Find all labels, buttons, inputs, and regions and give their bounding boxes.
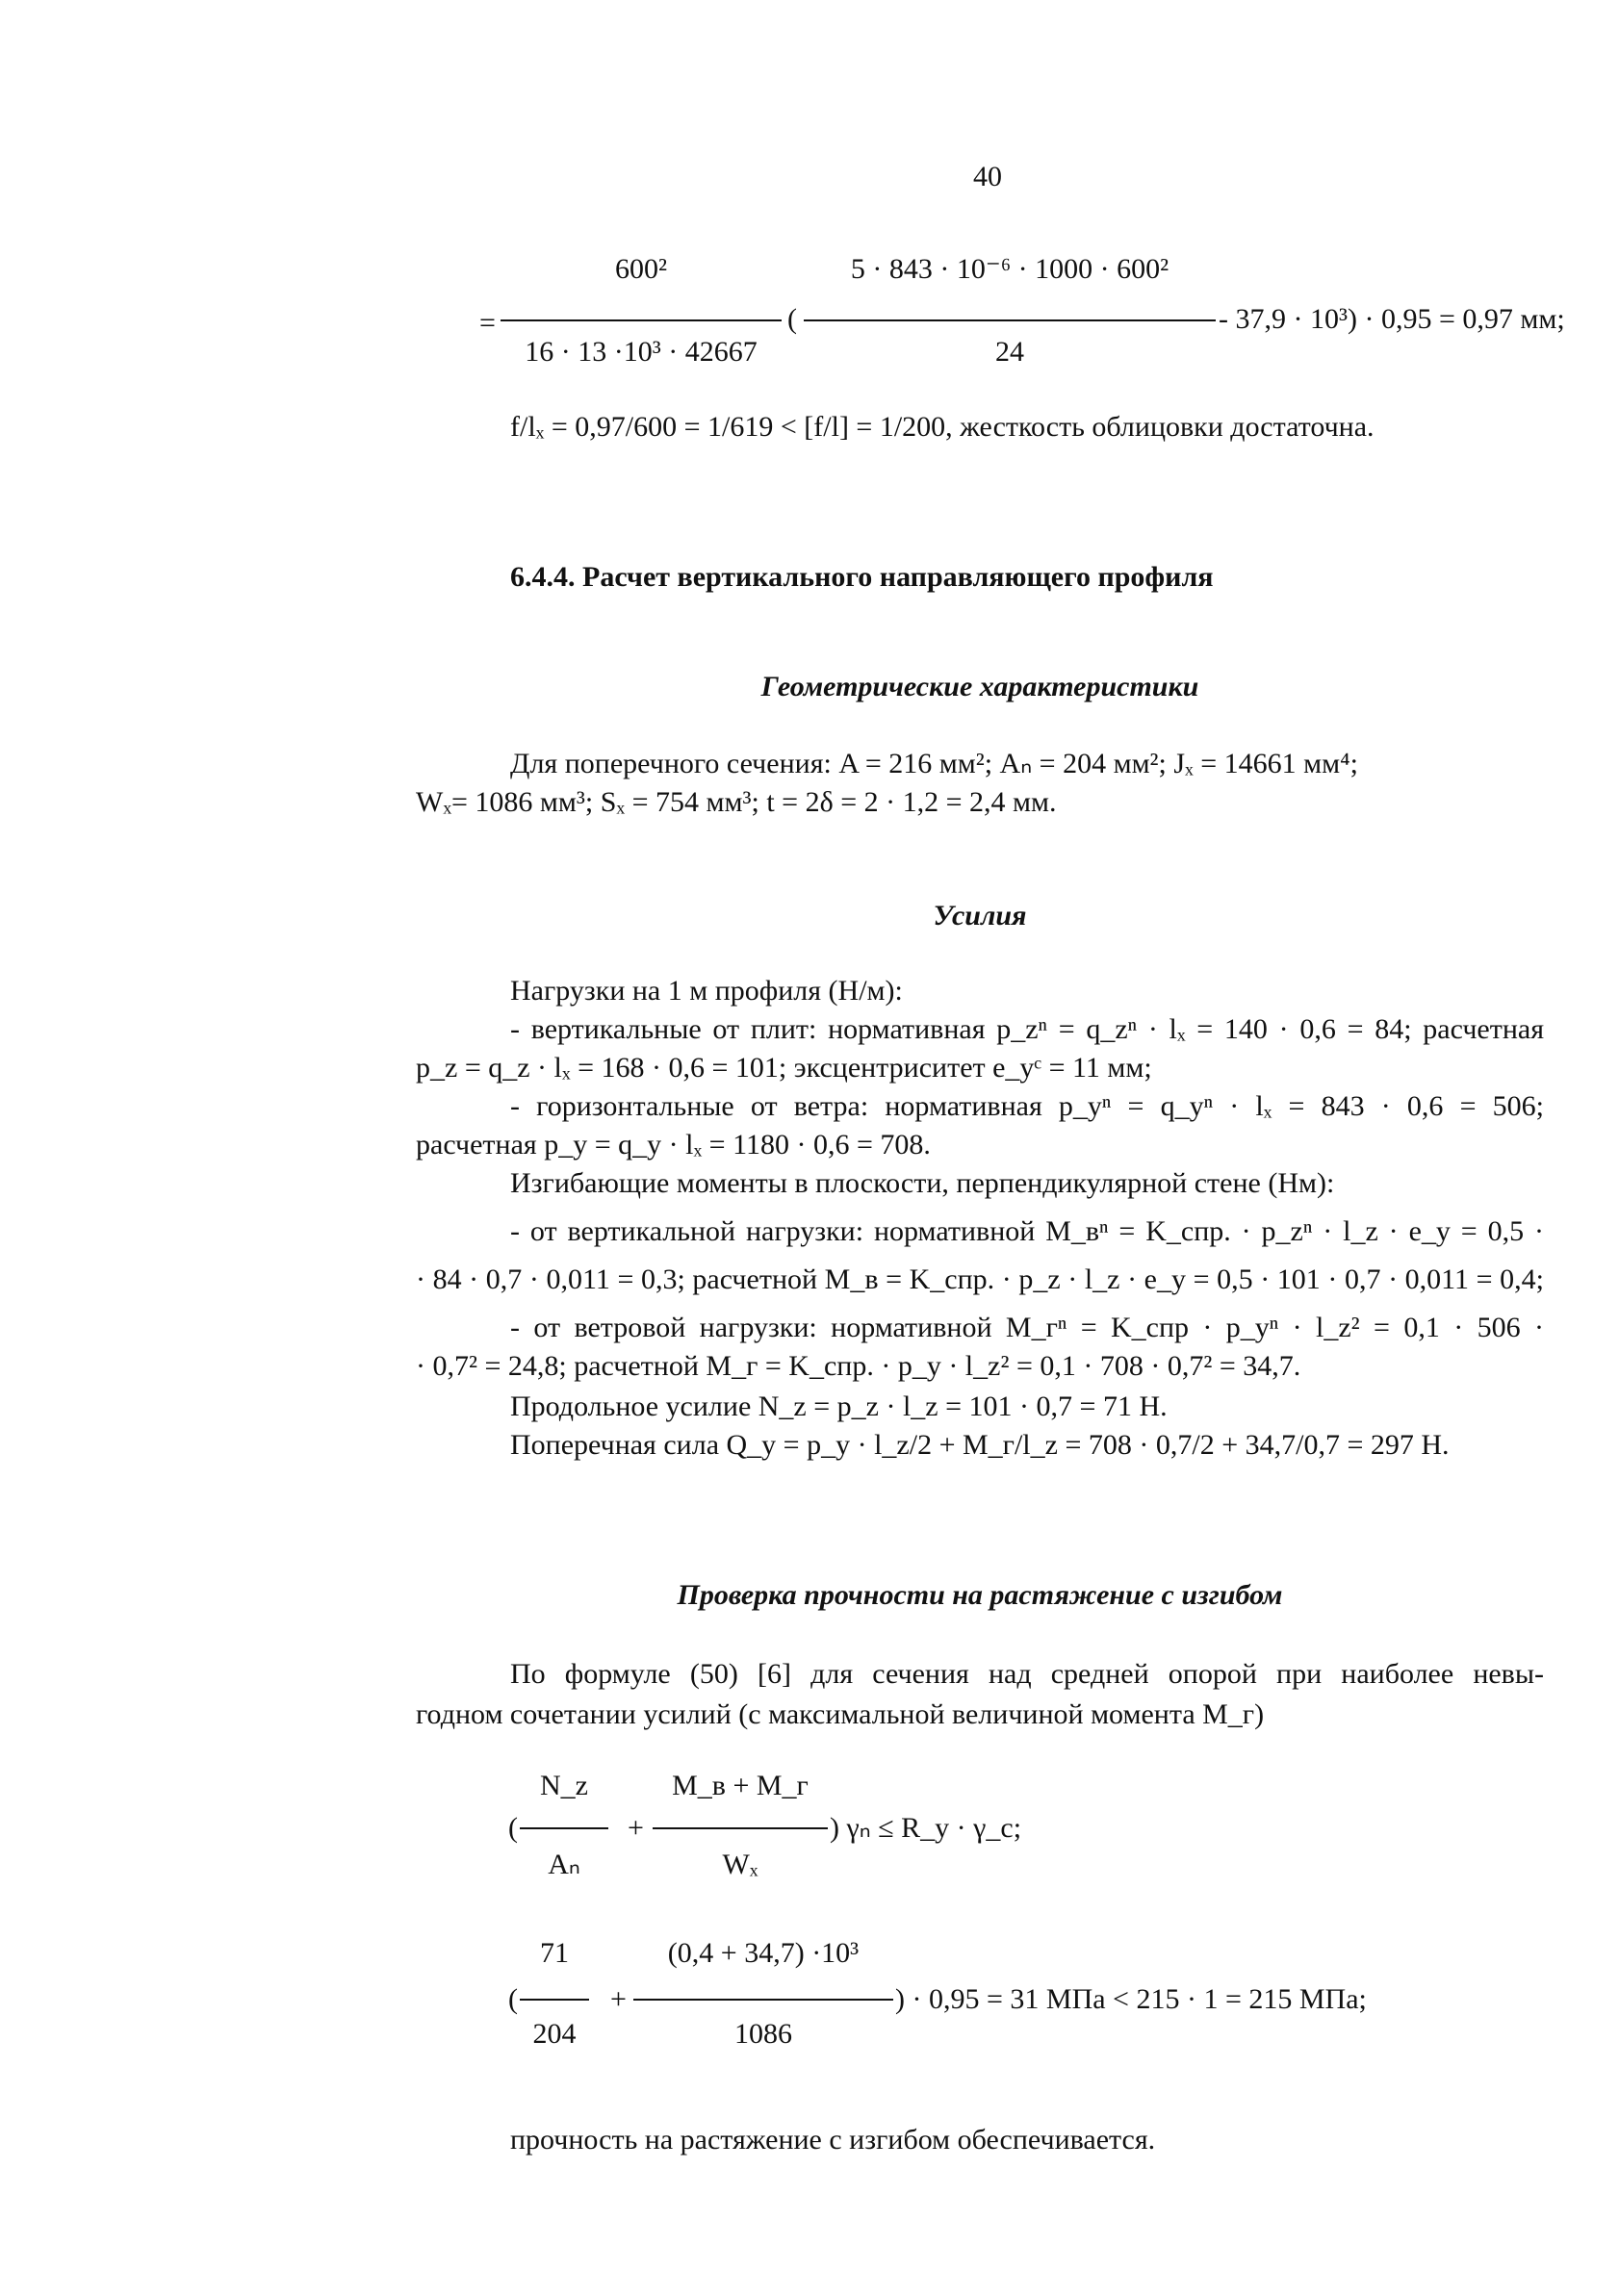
fraction1-numerator: 600² (615, 253, 667, 285)
numeric-f2-bar (633, 1999, 893, 2001)
numeric-f1-numerator: 71 (540, 1937, 569, 1969)
geometry-line-2-text: Wₓ= 1086 мм³; Sₓ = 754 мм³; t = 2δ = 2 · 1,2 = 2,4 мм. (416, 786, 1057, 818)
forces-line: Поперечная сила Q_y = p_y · l_z/2 + M_г/l_z = 708 · 0,7/2 + 34,7/0,7 = 297 Н. (510, 1429, 1450, 1461)
open-paren: ( (787, 303, 797, 335)
forces-heading: Усилия (933, 900, 1027, 931)
formula-f2-numerator: M_в + M_г (672, 1770, 809, 1801)
forces-line: · 84 · 0,7 · 0,011 = 0,3; расчетной M_в = K_спр. · p_z · l_z · e_y = 0,5 · 101 · 0,7 · 0,011 = 0,4; (416, 1263, 1544, 1295)
forces-line: расчетная p_y = q_y · lₓ = 1180 · 0,6 = 708. (416, 1129, 931, 1161)
stiffness-check: f/lₓ = 0,97/600 = 1/619 < [f/l] = 1/200, жесткость облицовки достаточна. (510, 411, 1375, 443)
formula-f2-denominator: Wₓ (722, 1849, 758, 1880)
formula-f1-numerator: N_z (540, 1770, 588, 1801)
formula-plus: + (628, 1812, 644, 1844)
numeric-f1-denominator: 204 (532, 2018, 577, 2050)
forces-line: - от ветровой нагрузки: нормативной M_гⁿ = K_спр · p_yⁿ · l_z² = 0,1 · 506 · (510, 1312, 1544, 1343)
numeric-f2-denominator: 1086 (734, 2018, 792, 2050)
numeric-f1-bar (520, 1999, 589, 2001)
forces-line: Нагрузки на 1 м профиля (Н/м): (510, 975, 903, 1007)
check-heading: Проверка прочности на растяжение с изгибом (677, 1579, 1283, 1611)
formula-open-paren: ( (508, 1812, 518, 1844)
forces-line: Изгибающие моменты в плоскости, перпендикулярной стене (Нм): (510, 1167, 1335, 1199)
fraction1-bar (501, 319, 782, 321)
forces-line: Продольное усилие N_z = p_z · l_z = 101 · 0,7 = 71 Н. (510, 1390, 1168, 1422)
check-paragraph-line-1: По формуле (50) [6] для сечения над средней опорой при наиболее невы- (510, 1658, 1544, 1690)
fraction2-numerator: 5 · 843 · 10⁻⁶ · 1000 · 600² (850, 253, 1169, 285)
conclusion: прочность на растяжение с изгибом обеспечивается. (510, 2124, 1156, 2156)
check-paragraph-line-2: годном сочетании усилий (с максимальной величиной момента M_г) (416, 1698, 1265, 1730)
equation-lead: = (479, 307, 496, 339)
fraction1-denominator: 16 · 13 ·10³ · 42667 (525, 336, 758, 368)
formula-f2-bar (653, 1827, 828, 1829)
numeric-f2-numerator: (0,4 + 34,7) ·10³ (667, 1937, 860, 1969)
numeric-tail: ) · 0,95 = 31 МПа < 215 · 1 = 215 МПа; (895, 1983, 1367, 2015)
forces-line: p_z = q_z · lₓ = 168 · 0,6 = 101; эксцентриситет e_yᶜ = 11 мм; (416, 1052, 1152, 1084)
forces-line: - вертикальные от плит: нормативная p_zⁿ = q_zⁿ · lₓ = 140 · 0,6 = 84; расчетная (510, 1013, 1544, 1045)
fraction2-denominator: 24 (995, 336, 1024, 368)
geometry-heading: Геометрические характеристики (760, 671, 1199, 702)
formula-f1-denominator: Aₙ (548, 1849, 580, 1880)
fraction2-bar (804, 319, 1216, 321)
formula-f1-bar (520, 1827, 608, 1829)
forces-line: - горизонтальные от ветра: нормативная p_yⁿ = q_yⁿ · lₓ = 843 · 0,6 = 506; (510, 1090, 1544, 1122)
geometry-line-2 (416, 785, 1544, 820)
equation-tail: - 37,9 · 10³) · 0,95 = 0,97 мм; (1219, 303, 1565, 335)
numeric-open-paren: ( (508, 1983, 518, 2015)
numeric-plus: + (610, 1983, 627, 2015)
forces-line: · 0,7² = 24,8; расчетной M_г = K_спр. · p_y · l_z² = 0,1 · 708 · 0,7² = 34,7. (416, 1350, 1301, 1382)
geometry-line-1 (416, 747, 1544, 781)
section-heading: 6.4.4. Расчет вертикального направляющего профиля (510, 561, 1214, 593)
geometry-line-1-text: Для поперечного сечения: A = 216 мм²; Aₙ = 204 мм²; Jₓ = 14661 мм⁴; (510, 748, 1358, 779)
forces-line: - от вертикальной нагрузки: нормативной M_вⁿ = K_спр. · p_zⁿ · l_z · e_y = 0,5 · (510, 1215, 1544, 1247)
formula-tail: ) γₙ ≤ R_y · γ_c; (830, 1812, 1022, 1844)
page-number: 40 (973, 161, 1002, 192)
